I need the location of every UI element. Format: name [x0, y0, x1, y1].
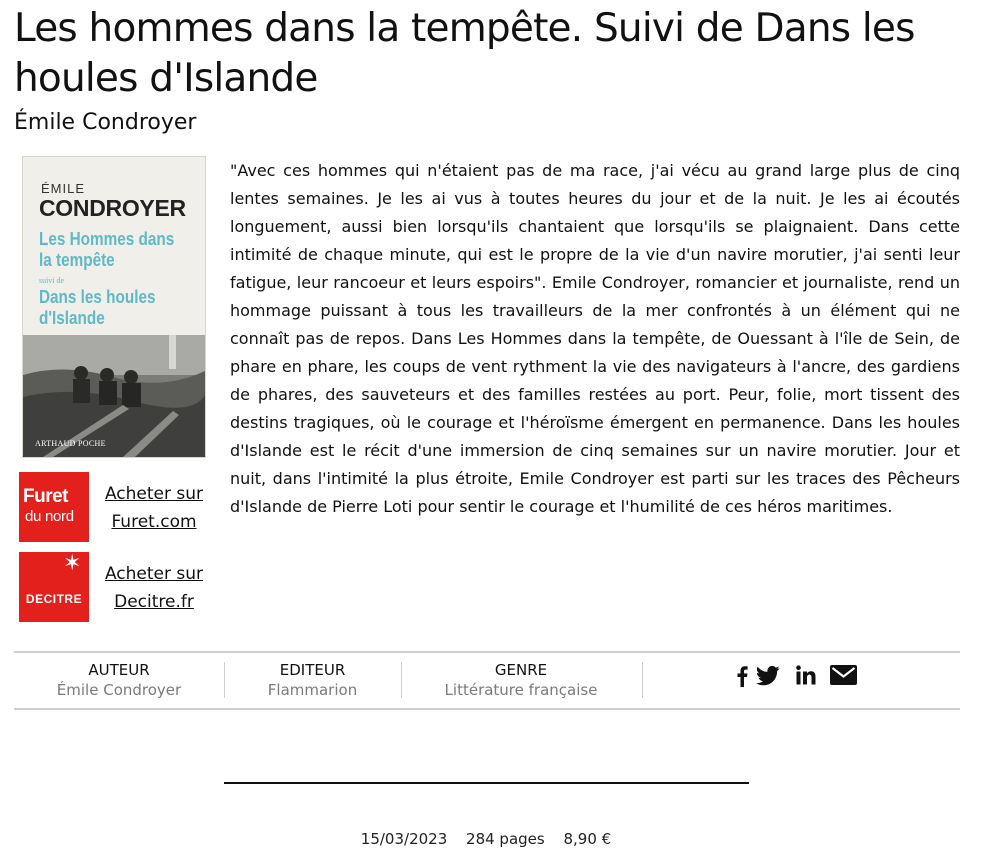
book-footer-info [0, 828, 972, 850]
page-count: 284 pages [466, 830, 545, 848]
furet-logo-line1: Furet [23, 486, 68, 507]
decitre-logo[interactable] [19, 552, 89, 622]
buy-on-furet-link[interactable] [99, 480, 209, 536]
furet-logo-line2: du nord [25, 508, 74, 525]
twitter-icon[interactable] [756, 665, 780, 687]
buy-on-decitre-line1: Acheter sur [104, 564, 204, 584]
cover-title-second: Dans les houles d'Islande [39, 287, 156, 328]
retailer-decitre [19, 552, 209, 622]
cover-author-first-name: ÉMILE [41, 181, 86, 196]
decitre-star-icon: ✶ [63, 552, 82, 576]
book-cover [23, 157, 205, 457]
meta-publisher [234, 661, 391, 700]
buy-on-furet-line1: Acheter sur [104, 484, 204, 504]
section-divider [224, 782, 749, 784]
linkedin-icon[interactable] [796, 665, 816, 685]
retailer-furet [19, 472, 209, 542]
meta-author [34, 661, 204, 700]
publication-date: 15/03/2023 [360, 830, 448, 848]
cover-suivi-de: suivi de [39, 276, 65, 285]
meta-publisher-label: EDITEUR [279, 661, 346, 679]
meta-divider [642, 662, 643, 698]
book-meta-bar [14, 651, 960, 710]
buy-on-furet-line2: Furet.com [111, 512, 197, 532]
meta-genre-value[interactable]: Littérature française [444, 681, 598, 699]
meta-author-value[interactable]: Émile Condroyer [56, 681, 182, 699]
cover-author-last-name: CONDROYER [39, 195, 186, 221]
book-description: "Avec ces hommes qui n'étaient pas de ma race, j'ai vécu au grand large plus de cinq lentes semaines. Je les ai vus à toutes heures du jour et de la nuit. Je les ai écoutés longuement, aussi bien lorsqu'ils chantaient que lorsqu'ils se plaignaient. Dans cette intimité de chaque minute, qui est le propre de la vie d'un navire morutier, j'ai senti leur fatigue, leur rancoeur et leurs espoirs". Emile Condroyer, romancier et journaliste, rend un hommage puissant à tous les travailleurs de la mer confrontés à un élément qui ne connaît pas de repos. Dans Les Hommes dans la tempête, de Ouessant à l'île de Sein, de phare en phare, les coups de vent rythment la vie des navigateurs à l'ancre, des gardiens de phares, des sauveteurs et des familles restées au port. Peur, folie, mort tissent des destins tragiques, où le courage et l'héroïsme émergent en permanence. Dans les houles d'Islande est le récit d'une immersion de cinq semaines sur un navire morutier. Jour et nuit, dans l'intimité la plus étroite, Emile Condroyer est parti sur les traces des Pêcheurs d'Islande de Pierre Loti pour sentir le courage et l'humilité de ces héros maritimes. [230, 161, 960, 516]
cover-publisher: ARTHAUD POCHE [35, 439, 106, 448]
mail-icon[interactable] [830, 665, 857, 685]
decitre-logo-text: DECITRE [25, 592, 83, 606]
buy-on-decitre-line2: Decitre.fr [114, 592, 194, 612]
meta-publisher-value[interactable]: Flammarion [267, 681, 358, 699]
book-title: Les hommes dans la tempête. Suivi de Dans les houles d'Islande [14, 6, 915, 101]
book-author: Émile Condroyer [14, 110, 197, 135]
meta-genre [411, 661, 631, 700]
facebook-icon[interactable] [736, 665, 748, 687]
buy-on-decitre-link[interactable] [99, 560, 209, 616]
cover-title-main: Les Hommes dans la tempête [39, 229, 175, 270]
book-price: 8,90 € [563, 830, 612, 848]
furet-du-nord-logo[interactable] [19, 472, 89, 542]
meta-genre-label: GENRE [494, 661, 548, 679]
meta-author-label: AUTEUR [88, 661, 150, 679]
meta-divider [224, 662, 225, 698]
meta-divider [401, 662, 402, 698]
